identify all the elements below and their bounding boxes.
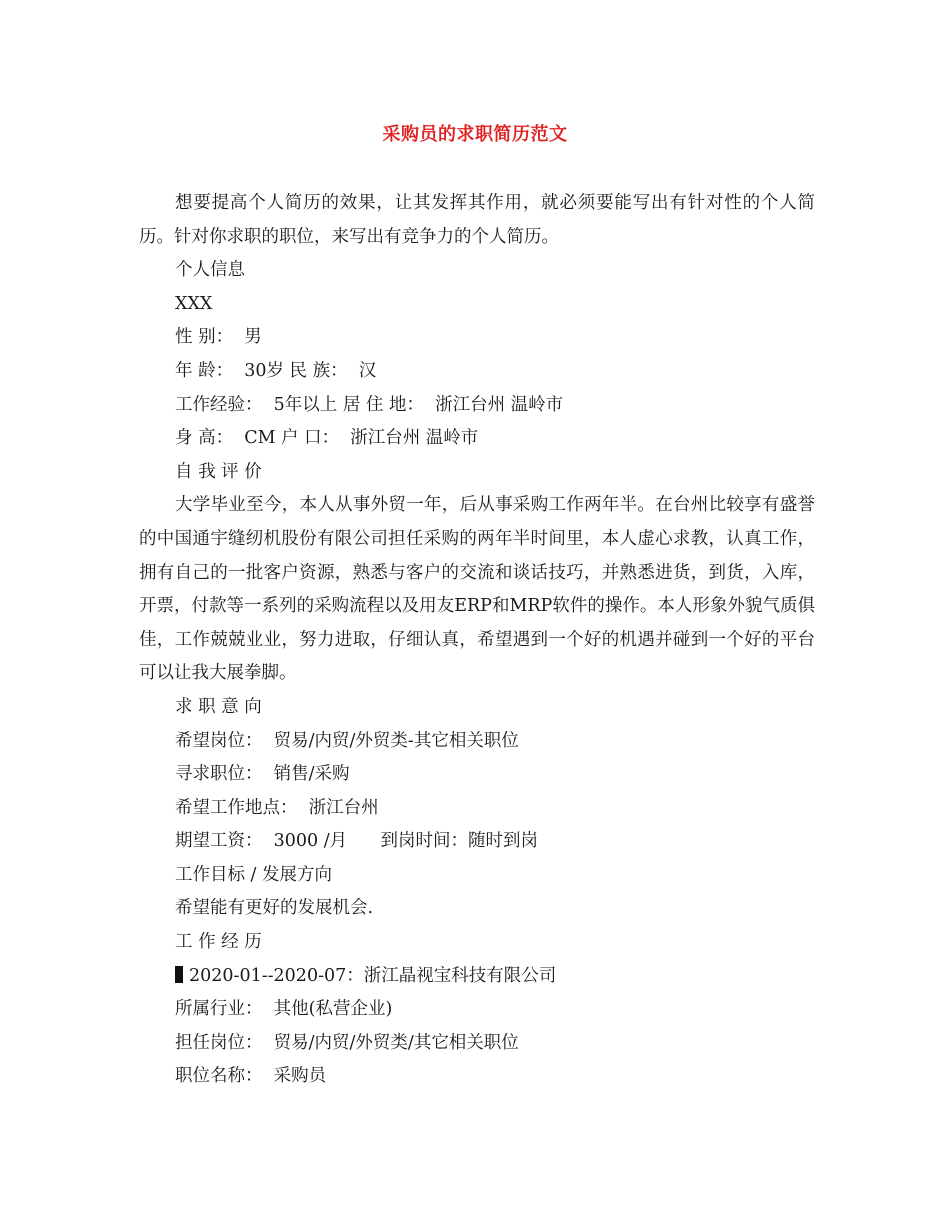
position-line: 担任岗位： 贸易/内贸/外贸类/其它相关职位 xyxy=(175,1032,519,1053)
desired-position-line: 希望岗位： 贸易/内贸/外贸类-其它相关职位 xyxy=(175,730,519,751)
industry-line: 所属行业： 其他(私营企业) xyxy=(175,999,393,1020)
bullet-block-icon xyxy=(175,966,183,983)
gender-line: 性 别： 男 xyxy=(175,327,262,348)
self-evaluation-paragraph: 大学毕业至今，本人从事外贸一年，后从事采购工作两年半。在台州比较享有盛誉的中国通宇缝纫机股份有限公司担任采购的两年半时间里，本人虚心求教，认真工作，拥有自己的一批客户资源，熟悉与客户的交流和谈话技巧，并熟悉进货，到货，入库，开票，付款等一系列的采购流程以及用友ERP和MRP软件的操作。本人形象外貌气质俱佳，工作兢兢业业，努力进取，仔细认真，希望遇到一个好的机遇并碰到一个好的平台可以让我大展拳脚。 xyxy=(139,495,815,684)
document-title: 采购员的求职简历范文 xyxy=(382,124,568,145)
career-goal-text: 希望能有更好的发展机会. xyxy=(175,898,374,919)
name-line: XXX xyxy=(175,293,213,314)
self-evaluation-heading: 自 我 评 价 xyxy=(175,461,262,482)
career-goal-heading: 工作目标 / 发展方向 xyxy=(175,864,333,885)
intro-paragraph: 想要提高个人简历的效果，让其发挥其作用，就必须要能写出有针对性的个人简历。针对你求职的职位，来写出有竞争力的个人简历。 xyxy=(139,193,815,247)
work-location-line: 希望工作地点： 浙江台州 xyxy=(175,797,379,818)
work-period-company: 2020-01--2020-07：浙江晶视宝科技有限公司 xyxy=(189,965,557,986)
salary-start-line: 期望工资： 3000 /月 到岗时间：随时到岗 xyxy=(175,831,538,852)
age-ethnicity-line: 年 龄： 30岁 民 族： 汉 xyxy=(175,360,377,381)
seeking-position-line: 寻求职位： 销售/采购 xyxy=(175,764,350,785)
experience-residence-line: 工作经验： 5年以上 居 住 地： 浙江台州 温岭市 xyxy=(175,394,564,415)
work-entry-line xyxy=(139,960,815,994)
work-history-heading: 工 作 经 历 xyxy=(175,932,262,953)
job-title-line: 职位名称： 采购员 xyxy=(175,1066,327,1087)
job-intention-heading: 求 职 意 向 xyxy=(175,696,262,717)
personal-info-heading: 个人信息 xyxy=(175,260,245,281)
document-body xyxy=(139,187,815,1094)
height-hukou-line: 身 高： CM 户 口： 浙江台州 温岭市 xyxy=(175,428,479,449)
